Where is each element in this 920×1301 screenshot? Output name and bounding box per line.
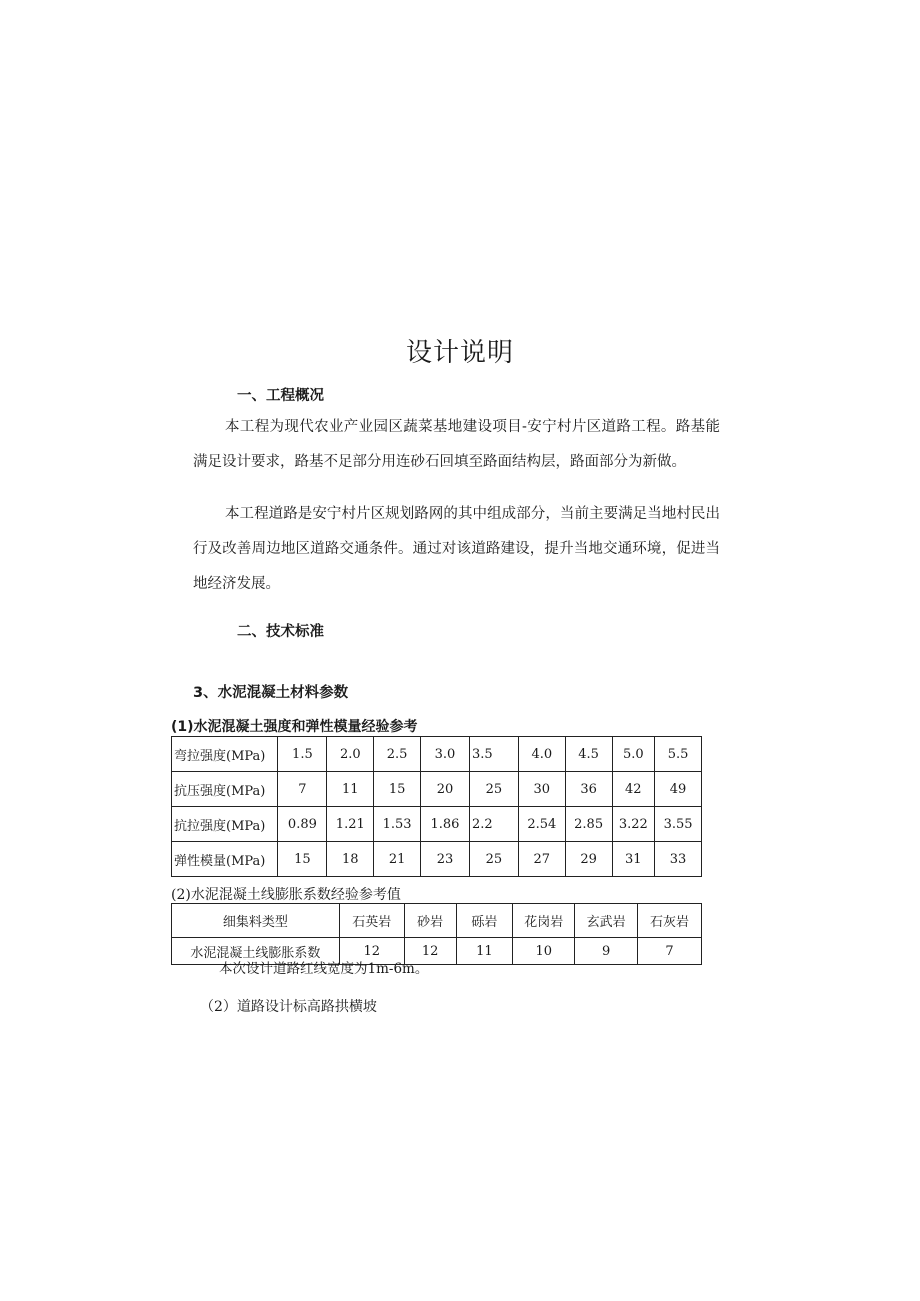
table-cell: 4.5: [565, 737, 612, 772]
table-row: [172, 842, 702, 877]
column-header: 花岗岩: [513, 904, 575, 938]
table-cell: 7: [638, 938, 702, 965]
table-cell: 1.53: [374, 807, 421, 842]
table-cell: 2.2: [469, 807, 518, 842]
table-cell: 21: [374, 842, 421, 877]
table-cell: 30: [518, 772, 565, 807]
table-cell: 3.0: [421, 737, 470, 772]
table-row: [172, 772, 702, 807]
column-header: 砂岩: [404, 904, 456, 938]
strength-modulus-table: [171, 736, 702, 877]
table-cell: 11: [327, 772, 374, 807]
page-title: 设计说明: [405, 338, 514, 368]
column-header: 细集料类型: [172, 904, 340, 938]
table-cell: 25: [469, 842, 518, 877]
paragraph-project-purpose: 本工程道路是安宁村片区规划路网的其中组成部分，当前主要满足当地村民出行及改善周边地区道路交通条件。通过对该道路建设，提升当地交通环境，促进当地经济发展。: [193, 506, 720, 592]
row-label: 弯拉强度(MPa): [172, 737, 278, 772]
table-cell: 3.55: [655, 807, 702, 842]
table-cell: 5.5: [655, 737, 702, 772]
table-caption-strength: (1)水泥混凝土强度和弹性模量经验参考: [171, 719, 418, 735]
section-heading-concrete-parameters: 3、水泥混凝土材料参数: [193, 685, 349, 701]
column-header: 砾岩: [456, 904, 513, 938]
table-cell: 15: [278, 842, 327, 877]
table-cell: 20: [421, 772, 470, 807]
column-header: 石灰岩: [638, 904, 702, 938]
road-width-note: 本次设计道路红线宽度为1m-6m。: [219, 961, 429, 977]
table-cell: 1.86: [421, 807, 470, 842]
paragraph-project-overview: 本工程为现代农业产业园区蔬菜基地建设项目-安宁村片区道路工程。路基能满足设计要求，路基不足部分用连砂石回填至路面结构层，路面部分为新做。: [193, 419, 720, 470]
table-cell: 29: [565, 842, 612, 877]
row-label: 抗拉强度(MPa): [172, 807, 278, 842]
expansion-coefficient-table: [171, 903, 702, 965]
table-cell: 12: [404, 938, 456, 965]
table-header-row: [172, 904, 702, 938]
table-cell: 1.21: [327, 807, 374, 842]
section-heading-overview: 一、工程概况: [237, 388, 324, 404]
table-cell: 23: [421, 842, 470, 877]
row-label: 抗压强度(MPa): [172, 772, 278, 807]
table-cell: 5.0: [612, 737, 655, 772]
section-heading-technical-standard: 二、技术标准: [237, 624, 324, 640]
table-cell: 3.5: [469, 737, 518, 772]
table-cell: 15: [374, 772, 421, 807]
column-header: 石英岩: [339, 904, 404, 938]
table-cell: 11: [456, 938, 513, 965]
table-cell: 49: [655, 772, 702, 807]
table-cell: 1.5: [278, 737, 327, 772]
table-cell: 2.85: [565, 807, 612, 842]
table-row: [172, 807, 702, 842]
table-cell: 42: [612, 772, 655, 807]
table-cell: 36: [565, 772, 612, 807]
column-header: 玄武岩: [575, 904, 638, 938]
table-cell: 2.5: [374, 737, 421, 772]
table-cell: 0.89: [278, 807, 327, 842]
row-label: 水泥混凝土线膨胀系数: [172, 938, 340, 965]
table-cell: 4.0: [518, 737, 565, 772]
table-row: [172, 737, 702, 772]
table-cell: 2.54: [518, 807, 565, 842]
row-label: 弹性模量(MPa): [172, 842, 278, 877]
table-cell: 25: [469, 772, 518, 807]
table-cell: 18: [327, 842, 374, 877]
table-cell: 7: [278, 772, 327, 807]
table-cell: 3.22: [612, 807, 655, 842]
table-cell: 2.0: [327, 737, 374, 772]
table-cell: 27: [518, 842, 565, 877]
table-cell: 9: [575, 938, 638, 965]
subheading-road-crown-slope: （2）道路设计标高路拱横坡: [200, 999, 377, 1015]
table-caption-expansion: (2)水泥混凝土线膨胀系数经验参考值: [171, 887, 401, 903]
table-cell: 33: [655, 842, 702, 877]
table-cell: 12: [339, 938, 404, 965]
table-cell: 31: [612, 842, 655, 877]
table-cell: 10: [513, 938, 575, 965]
